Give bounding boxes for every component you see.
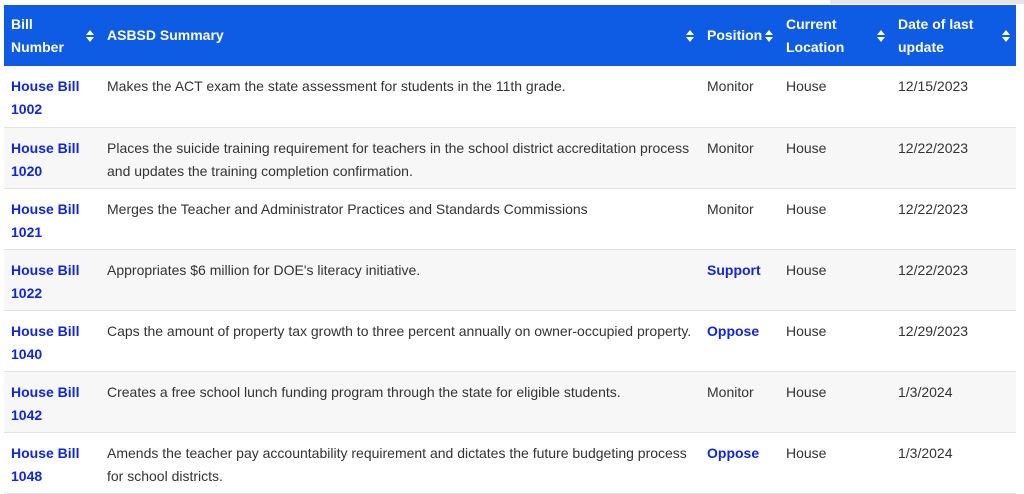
position-cell: Oppose: [707, 322, 760, 339]
position-cell: Oppose: [707, 444, 760, 461]
bill-link[interactable]: House Bill 1042: [11, 383, 80, 423]
table-row: [4, 432, 1016, 493]
column-header-label: Current Location: [786, 15, 845, 55]
position-cell: Monitor: [707, 139, 754, 156]
summary-cell: Makes the ACT exam the state assessment for students in the 11th grade.: [107, 78, 566, 94]
summary-cell: Creates a free school lunch funding program through the state for eligible students.: [107, 383, 621, 400]
bill-number-cell: [4, 371, 100, 432]
position-cell: Monitor: [707, 200, 754, 217]
position-cell: Support: [707, 261, 761, 278]
sort-icon[interactable]: [686, 30, 694, 42]
location-cell: House: [786, 78, 827, 94]
sort-icon[interactable]: [877, 30, 885, 42]
date-cell: 12/29/2023: [898, 322, 969, 339]
date-cell: 1/3/2024: [898, 383, 953, 400]
sort-icon[interactable]: [86, 30, 94, 42]
location-cell: House: [786, 444, 827, 461]
column-header-label: Position: [707, 27, 763, 43]
position-cell: Monitor: [707, 383, 754, 400]
table-row: [4, 127, 1016, 188]
bill-number-cell: [4, 310, 100, 371]
bill-number-cell: [4, 66, 100, 127]
summary-cell: Merges the Teacher and Administrator Practices and Standards Commissions: [107, 200, 588, 217]
bill-link[interactable]: House Bill 1022: [11, 261, 80, 301]
top-edge-divider: [830, 0, 1024, 4]
table-row: [4, 188, 1016, 249]
header-row: [4, 5, 1016, 66]
bill-link[interactable]: House Bill 1002: [11, 78, 80, 117]
column-header-label: Bill Number: [11, 15, 64, 55]
summary-cell: Caps the amount of property tax growth to three percent annually on owner-occupied property.: [107, 322, 692, 339]
bill-number-cell: [4, 432, 100, 493]
column-header-position[interactable]: [700, 5, 779, 66]
sort-icon[interactable]: [1002, 30, 1010, 42]
location-cell: House: [786, 261, 827, 278]
table-row: [4, 371, 1016, 432]
column-header-date[interactable]: [891, 5, 1016, 66]
date-cell: 12/22/2023: [898, 261, 969, 278]
location-cell: House: [786, 383, 827, 400]
table-row: [4, 66, 1016, 127]
bill-link[interactable]: House Bill 1048: [11, 444, 80, 484]
location-cell: House: [786, 322, 827, 339]
date-cell: 12/22/2023: [898, 200, 969, 217]
bill-link[interactable]: House Bill 1021: [11, 200, 80, 240]
table-body: [4, 66, 1016, 493]
table-header: [4, 5, 1016, 66]
location-cell: House: [786, 200, 827, 217]
bill-number-cell: [4, 249, 100, 310]
table-row: [4, 249, 1016, 310]
bill-number-cell: [4, 127, 100, 188]
column-header-summary[interactable]: [100, 5, 700, 66]
date-cell: 1/3/2024: [898, 444, 953, 461]
table-row: [4, 310, 1016, 371]
date-cell: 12/22/2023: [898, 139, 969, 156]
location-cell: House: [786, 139, 827, 156]
bill-link[interactable]: House Bill 1040: [11, 322, 80, 362]
summary-cell: Places the suicide training requirement for teachers in the school district accreditation process and updates the training completion confirmation.: [107, 139, 690, 179]
position-cell: Monitor: [707, 78, 754, 94]
bills-table: [4, 5, 1016, 494]
summary-cell: Appropriates $6 million for DOE's literacy initiative.: [107, 261, 421, 278]
sort-icon[interactable]: [765, 30, 773, 42]
bill-link[interactable]: House Bill 1020: [11, 139, 80, 179]
column-header-bill-number[interactable]: [4, 5, 100, 66]
column-header-label: ASBSD Summary: [107, 27, 224, 43]
column-header-location[interactable]: [779, 5, 891, 66]
column-header-label: Date of last update: [898, 15, 974, 55]
summary-cell: Amends the teacher pay accountability requirement and dictates the future budgeting process for school districts.: [107, 444, 687, 484]
bill-number-cell: [4, 188, 100, 249]
date-cell: 12/15/2023: [898, 78, 969, 94]
